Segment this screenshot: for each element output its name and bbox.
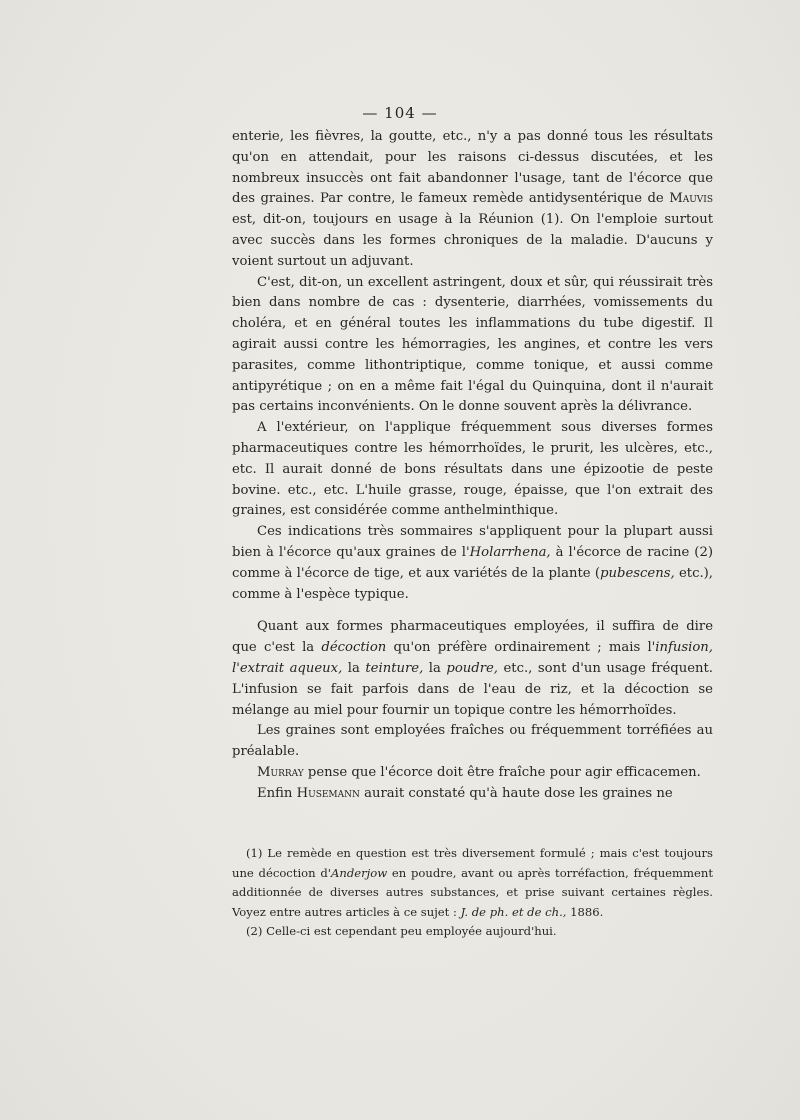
paragraph-4 <box>232 522 713 605</box>
paragraph-1-end: est, dit-on, toujours en usage à la Réunion (1). On l'emploie surtout avec succès dans les formes chroniques de la maladie. D'aucuns y voient surtout un adjuvant. <box>232 212 713 269</box>
paragraph-5-text-b: qu'on préfère ordinairement ; mais l' <box>386 640 656 656</box>
page-number: — 104 — <box>362 104 438 122</box>
paragraph-4-text-b: à l'écorce de racine (2) comme à l'écorce de tige, et aux variétés de la plante ( <box>232 544 713 581</box>
journal-reference: J. de ph. et de ch., <box>460 904 567 919</box>
term-pubescens: pubescens, <box>600 565 675 581</box>
paragraph-1-text: enterie, les fièvres, la goutte, etc., n'y a pas donné tous les résultats qu'on en attendait, pour les raisons ci-dessus discutées, et les nombreux insuccès ont fait abandonner l'usage, tant de l'écorce que des graines. Par contre, le fameux remède antidysentérique de <box>232 129 713 207</box>
paragraph-1 <box>232 127 713 273</box>
author-name-husemann: Husemann <box>296 785 360 801</box>
term-anderjow: Anderjow <box>330 865 388 880</box>
paragraph-7 <box>232 763 713 784</box>
paragraph-4-text-c: etc.), comme à l'espèce typique. <box>232 565 713 602</box>
paragraph-7-text: pense que l'écorce doit être fraîche pour agir efficacemen. <box>303 764 701 780</box>
author-name-mauvis: Mauvis <box>669 191 713 207</box>
term-poudre: poudre, <box>446 660 498 676</box>
paragraph-8 <box>232 784 713 805</box>
paragraph-5-text-e: la <box>423 660 447 676</box>
term-infusion: infusion, <box>655 640 713 656</box>
body-text <box>232 127 713 805</box>
paragraph-8-text-a: Enfin <box>257 785 297 801</box>
footnote-1 <box>232 844 713 922</box>
footnote-1-text-b: en poudre, avant ou après torréfaction, fréquemment additionnée de diverses autres substances, et prise suivant certaines règles. Voyez entre autres articles à ce sujet : <box>232 865 713 919</box>
footnote-2: (2) Celle-ci est cependant peu employée aujourd'hui. <box>246 924 557 938</box>
paragraph-6: Les graines sont employées fraîches ou fréquemment torréfiées au préalable. <box>232 723 713 760</box>
paragraph-5-text-a: Quant aux formes pharmaceutiques employées, il suffira de dire que c'est la <box>232 619 713 656</box>
paragraph-4-text-a: Ces indications très sommaires s'appliquent pour la plupart aussi bien à l'écorce qu'aux graines de l' <box>232 524 713 560</box>
term-teinture: teinture, <box>365 660 424 676</box>
paragraph-5-text-d: la <box>342 660 366 676</box>
paragraph-5-text-f: etc., sont d'un usage fréquent. L'infusion se fait parfois dans de l'eau de riz, et la décoction se mélange au miel pour fournir un topique contre les hémorrhoïdes. <box>232 660 713 718</box>
footnote-1-text-c: 1886. <box>566 904 604 919</box>
term-extrait: l'extrait aqueux, <box>232 660 343 676</box>
footnote-1-text-a: (1) Le remède en question est très diversement formulé ; mais c'est toujours une décoction d' <box>232 846 713 880</box>
paragraph-5 <box>232 617 713 721</box>
paragraph-8-text-b: aurait constaté qu'à haute dose les graines ne <box>359 785 673 801</box>
paragraph-2: C'est, dit-on, un excellent astringent, doux et sûr, qui réussirait très bien dans nombre de cas : dysenterie, diarrhées, vomissements du choléra, et en général toutes les inflammations du tube digestif. Il agirait aussi contre les hémorragies, les angines, et contre les vers parasites, comme lithontriptique, comme tonique, et aussi comme antipyrétique ; on en a même fait l'égal du Quinquina, dont il n'aurait pas certains inconvénients. On le donne souvent après la délivrance. <box>232 274 713 415</box>
term-decoction: décoction <box>321 640 387 656</box>
footnotes <box>232 844 713 942</box>
paragraph-3: A l'extérieur, on l'applique fréquemment sous diverses formes pharmaceutiques contre les hémorrhoïdes, le prurit, les ulcères, etc., etc. Il aurait donné de bons résultats dans une épizootie de peste bovine. etc., etc. L'huile grasse, rouge, épaisse, que l'on extrait des graines, est considérée comme anthelminthique. <box>232 420 713 519</box>
author-name-murray: Murray <box>257 764 304 780</box>
term-holarrhena: Holarrhena, <box>469 544 551 560</box>
